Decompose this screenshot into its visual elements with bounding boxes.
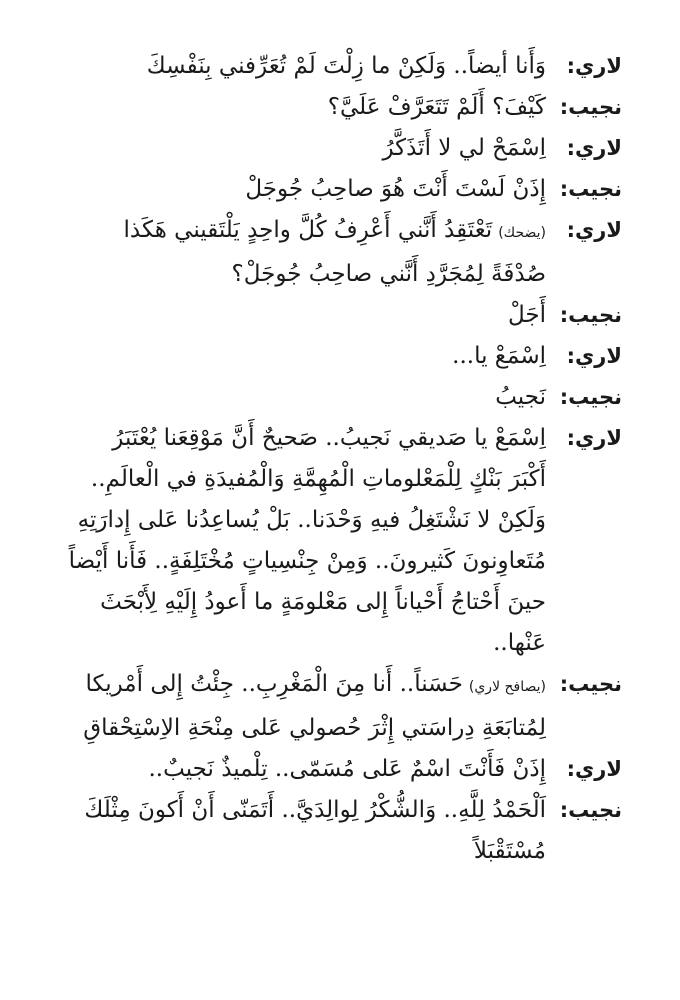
speech-text	[58, 46, 546, 87]
speaker-name: نجيب:	[559, 385, 622, 409]
speech-line-text: حينَ أَحْتاجُ أَحْياناً إِلى مَعْلومَةٍ ما أَعودُ إِلَيْهِ لِأَبْحَثَ	[100, 589, 546, 615]
speech-line	[58, 664, 546, 708]
speech-line	[58, 500, 546, 541]
dialogue-turn	[58, 295, 622, 336]
dialogue-turn	[58, 336, 622, 377]
speech-line	[58, 210, 546, 254]
speaker-name: نجيب:	[559, 672, 622, 696]
speech-line	[58, 295, 546, 336]
dialogue-turn	[58, 749, 622, 790]
speaker-name: لاري:	[566, 54, 622, 78]
speech-line	[58, 459, 546, 500]
speech-line	[58, 254, 546, 295]
dialogue-turn	[58, 418, 622, 664]
speaker-name: نجيب:	[559, 177, 622, 201]
speaker-name: لاري:	[566, 344, 622, 368]
speech-line	[58, 128, 546, 169]
speech-line-text: إِذَنْ فَأَنْتَ اسْمٌ عَلى مُسَمّى.. تِلْميذٌ نَجيبٌ..	[148, 756, 546, 782]
speech-line-text: عَنْها..	[493, 630, 546, 656]
stage-direction: (يصافح لاري)	[468, 679, 546, 695]
speech-line-text: تَعْتَقِدُ أَنَّني أَعْرِفُ كُلَّ واحِدٍ يَلْتَقيني هَكَذا	[123, 217, 493, 243]
dialogue-turn	[58, 169, 622, 210]
dialogue-turn	[58, 128, 622, 169]
speaker-name: لاري:	[566, 757, 622, 781]
speech-line-text: اَلْحَمْدُ لِلَّهِ.. وَالشُّكْرُ لِوالِدَيَّ.. أَتَمَنّى أَنْ أَكونَ مِثْلَكَ	[84, 797, 546, 823]
speech-line-text: إِذَنْ لَسْتَ أَنْتَ هُوَ صاحِبُ جُوجَلْ	[245, 176, 546, 202]
speech-line	[58, 87, 546, 128]
speech-line	[58, 336, 546, 377]
speech-line	[58, 708, 546, 749]
speech-line-text: أَجَلْ	[507, 302, 546, 328]
speech-line	[58, 831, 546, 872]
speech-line-text: أَكْبَرَ بَنْكٍ لِلْمَعْلوماتِ الْمُهِمَّةِ وَالْمُفيدَةِ في الْعالَمِ..	[90, 466, 546, 492]
speech-line-text: مُتَعاوِنونَ كَثيرونَ.. وَمِنْ جِنْسِياتٍ مُخْتَلِفَةٍ.. فَأَنا أَيْضاً	[68, 548, 546, 574]
speech-text	[58, 749, 546, 790]
speech-line-text: اِسْمَعْ يا صَديقي نَجيبُ.. صَحيحٌ أَنَّ مَوْقِعَنا يُعْتَبَرُ	[112, 425, 546, 451]
speech-text	[58, 336, 546, 377]
speech-text	[58, 295, 546, 336]
dialogue	[58, 46, 622, 872]
speech-line	[58, 541, 546, 582]
dialogue-turn	[58, 210, 622, 295]
speech-line-text: اِسْمَعْ يا...	[452, 343, 546, 369]
dialogue-turn	[58, 87, 622, 128]
speech-line-text: مُسْتَقْبَلاً	[473, 838, 546, 864]
speech-line-text: كَيْفَ؟ أَلَمْ تَتَعَرَّفْ عَلَيَّ؟	[327, 94, 546, 120]
speech-line	[58, 46, 546, 87]
speech-line	[58, 169, 546, 210]
speaker-name: لاري:	[566, 136, 622, 160]
speech-line	[58, 582, 546, 623]
speech-text	[58, 169, 546, 210]
speech-line-text: اِسْمَحْ لي لا أَتَذَكَّرُ	[382, 135, 546, 161]
speaker-name: لاري:	[566, 426, 622, 450]
speech-text	[58, 790, 546, 872]
speech-line-text: لِمُتابَعَةِ دِراسَتي إِثْرَ حُصولي عَلى مِنْحَةِ الاِسْتِحْقاقِ	[83, 715, 546, 741]
stage-direction: (يضحك)	[498, 225, 546, 241]
speech-line-text: وَأَنا أيضاً.. وَلَكِنْ ما زِلْتَ لَمْ تُعَرِّفني بِنَفْسِكَ	[146, 53, 546, 79]
speech-text	[58, 418, 546, 664]
speech-line	[58, 377, 546, 418]
speech-line	[58, 623, 546, 664]
dialogue-turn	[58, 46, 622, 87]
speech-line	[58, 749, 546, 790]
speaker-name: نجيب:	[559, 95, 622, 119]
dialogue-turn	[58, 377, 622, 418]
speech-line	[58, 790, 546, 831]
speaker-name: نجيب:	[559, 303, 622, 327]
dialogue-turn	[58, 790, 622, 872]
speech-line-text: نَجيبُ	[495, 384, 546, 410]
speech-text	[58, 377, 546, 418]
speech-text	[58, 128, 546, 169]
speech-line-text: حَسَناً.. أَنا مِنَ الْمَغْرِبِ.. جِئْتُ إِلى أَمْريكا	[85, 671, 463, 697]
speech-line-text: وَلَكِنْ لا نَشْتَغِلُ فيهِ وَحْدَنا.. بَلْ يُساعِدُنا عَلى إِدارَتِهِ	[77, 507, 546, 533]
dialogue-turn	[58, 664, 622, 749]
speaker-name: نجيب:	[559, 798, 622, 822]
speech-text	[58, 210, 546, 295]
speech-text	[58, 87, 546, 128]
speech-line	[58, 418, 546, 459]
speech-text	[58, 664, 546, 749]
speaker-name: لاري:	[566, 218, 622, 242]
speech-line-text: صُدْفَةً لِمُجَرَّدِ أَنَّني صاحِبُ جُوجَلْ؟	[231, 261, 546, 287]
